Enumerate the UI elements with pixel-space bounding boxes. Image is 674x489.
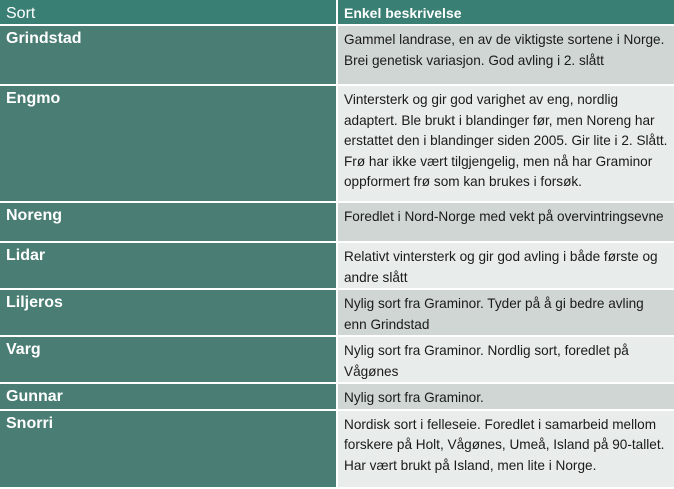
sort-description: Nylig sort fra Graminor. (338, 384, 674, 411)
sort-name: Gunnar (0, 384, 338, 411)
sort-description: Foredlet i Nord-Norge med vekt på overvintringsevne (338, 203, 674, 243)
header-sort: Sort (0, 0, 338, 26)
table-row (0, 384, 674, 411)
sort-name: Engmo (0, 86, 338, 203)
sort-description: Nylig sort fra Graminor. Tyder på å gi bedre avling enn Grindstad (338, 290, 674, 337)
header-description: Enkel beskrivelse (338, 0, 674, 26)
sort-name: Snorri (0, 411, 338, 489)
table-row (0, 26, 674, 86)
sort-description: Nylig sort fra Graminor. Nordlig sort, foredlet på Vågønes (338, 337, 674, 384)
table-row (0, 290, 674, 337)
sort-description: Vintersterk og gir god varighet av eng, nordlig adaptert. Ble brukt i blandinger før, men Noreng har erstattet den i blandinger siden 2005. Gir lite i 2. Slått. Frø har ikke vært tilgjengelig, men nå har Graminor oppformert frø som kan brukes i forsøk. (338, 86, 674, 203)
sort-description: Gammel landrase, en av de viktigste sortene i Norge. Brei genetisk variasjon. God avling i 2. slått (338, 26, 674, 86)
sort-name: Varg (0, 337, 338, 384)
sort-description: Relativt vintersterk og gir god avling i både første og andre slått (338, 243, 674, 290)
table-row (0, 203, 674, 243)
table-row (0, 86, 674, 203)
table-row (0, 411, 674, 489)
sort-name: Grindstad (0, 26, 338, 86)
sort-description: Nordisk sort i felleseie. Foredlet i samarbeid mellom forskere på Holt, Vågønes, Umeå, Island på 90-tallet. Har vært brukt på Island, men lite i Norge. (338, 411, 674, 489)
header-row (0, 0, 674, 26)
table-row (0, 337, 674, 384)
table-row (0, 243, 674, 290)
sort-name: Lidar (0, 243, 338, 290)
sort-name: Noreng (0, 203, 338, 243)
sort-name: Liljeros (0, 290, 338, 337)
